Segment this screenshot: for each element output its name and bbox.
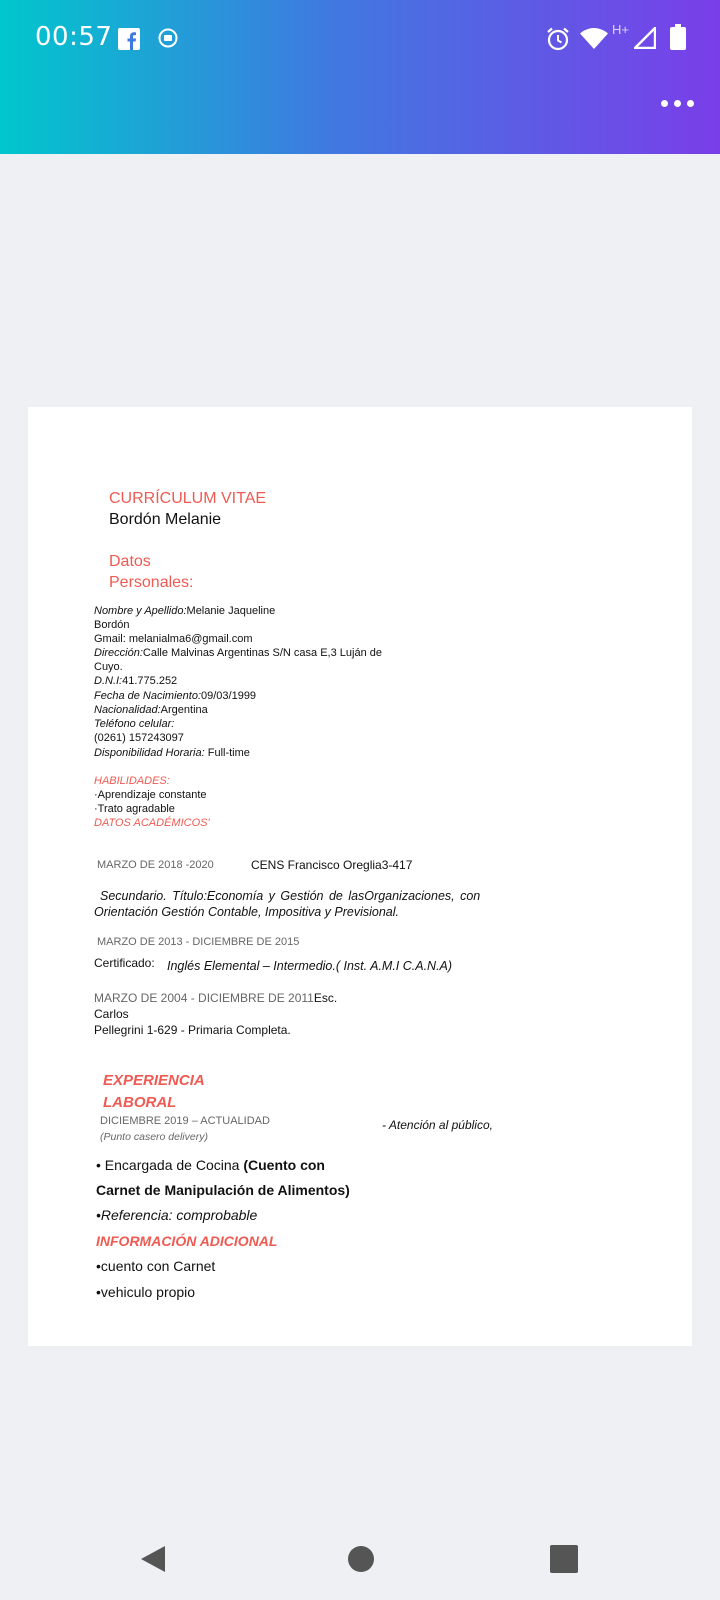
gmail-line: Gmail: melanialma6@gmail.com [94,633,253,645]
navigation-bar [0,1500,720,1600]
edu1-school: CENS Francisco Oreglia3-417 [251,858,413,872]
messenger-icon [158,28,178,48]
alarm-icon [545,26,571,52]
battery-icon [670,24,686,50]
edu2-label: Certificado: [94,956,155,970]
facebook-icon [118,28,140,50]
back-icon[interactable] [139,1544,167,1574]
address-line-2: Cuyo. [94,661,123,673]
edu1-desc-1: Secundario. Título:Economía y Gestión de lasOrganizaciones, con [100,889,481,903]
phone-label: Teléfono celular: [94,718,175,730]
edu3-line-2: Carlos [94,1007,129,1021]
skill-item: ·Trato agradable [94,803,175,815]
address-line: Dirección:Calle Malvinas Argentinas S/N casa E,3 Luján de [94,647,382,659]
signal-icon [634,27,656,49]
birth-line: Fecha de Nacimiento:09/03/1999 [94,690,257,702]
cv-name: Bordón Melanie [109,511,222,528]
name-line-2: Bordón [94,619,130,631]
exp-role-line: • Encargada de Cocina (Cuento con [96,1157,325,1173]
exp-role-line-2: Carnet de Manipulación de Alimentos) [96,1182,350,1198]
top-app-bar [0,0,720,154]
skills-heading: HABILIDADES: [94,775,170,787]
edu3-line-3: Pellegrini 1-629 - Primaria Completa. [94,1023,291,1037]
edu2-date: MARZO DE 2013 - DICIEMBRE DE 2015 [97,936,300,948]
personal-heading-1: Datos [109,553,151,570]
edu2-desc: Inglés Elemental – Intermedio.( Inst. A.M.I C.A.N.A) [167,959,453,973]
additional-item: •cuento con Carnet [96,1258,216,1274]
experience-heading-2: LABORAL [103,1094,177,1111]
exp-attention: - Atención al público, [382,1118,493,1132]
additional-heading: INFORMACIÓN ADICIONAL [96,1233,278,1249]
exp-reference: •Referencia: comprobable [96,1207,258,1223]
additional-item: •vehiculo propio [96,1284,196,1300]
wifi-icon [580,28,608,50]
edu1-date: MARZO DE 2018 -2020 [97,859,214,871]
home-icon[interactable] [347,1545,375,1573]
skill-item: ·Aprendizaje constante [94,789,207,801]
dni-line: D.N.I:41.775.252 [94,675,178,687]
exp-date: DICIEMBRE 2019 – ACTUALIDAD [100,1115,270,1127]
document-page[interactable] [28,407,692,1346]
nationality-line: Nacionalidad:Argentina [94,704,208,716]
phone-value: (0261) 157243097 [94,732,184,744]
edu3-line: MARZO DE 2004 - DICIEMBRE DE 2011Esc. [94,991,338,1005]
name-line: Nombre y Apellido:Melanie Jaqueline [94,605,276,617]
recents-icon[interactable] [550,1545,578,1573]
network-type-label: H+ [612,22,629,37]
academic-heading: DATOS ACADÉMICOS' [94,817,210,829]
more-horizontal-icon [661,100,668,107]
personal-heading-2: Personales: [109,574,194,591]
more-options-button[interactable] [661,100,694,107]
experience-heading-1: EXPERIENCIA [103,1072,205,1089]
exp-place: (Punto casero delivery) [100,1131,208,1143]
cv-title: CURRÍCULUM VITAE [109,490,267,507]
edu1-desc-2: Orientación Gestión Contable, Impositiva y Previsional. [94,905,400,919]
status-time: 00:57 [35,22,113,52]
availability-line: Disponibilidad Horaria: Full-time [94,747,250,759]
